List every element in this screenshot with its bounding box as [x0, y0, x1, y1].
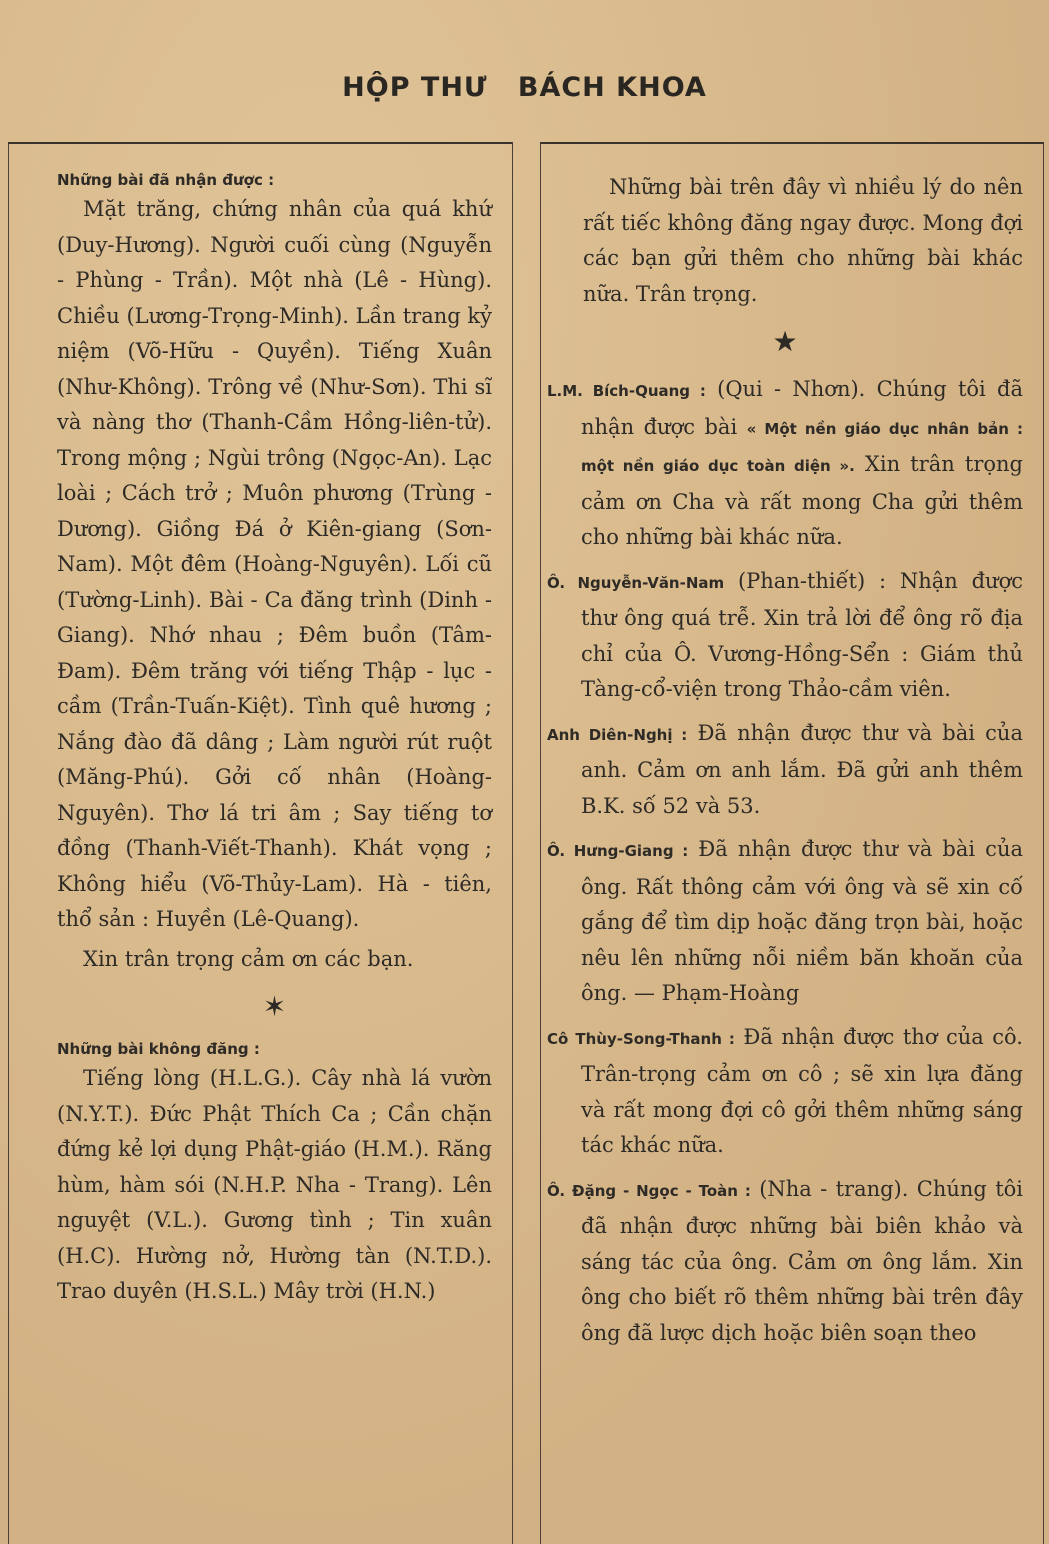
reply-entry [547, 1020, 1023, 1164]
reply-text: Xin trân trọng cảm ơn Cha và rất mong Cha gửi thêm cho những bài khác nữa. [581, 452, 1024, 549]
reply-text: (Nha - trang). Chúng tôi đã nhận được những bài biên khảo và sáng tác của ông. Cảm ơn ông lắm. Xin ông cho biết rõ thêm những bài trên đây ông đã lược dịch hoặc biên soạn theo [581, 1176, 1023, 1345]
recipient-name: L.M. Bích-Quang : [547, 382, 706, 400]
title-part-2: BÁCH KHOA [517, 72, 707, 103]
recipient-name: Ô. Đặng - Ngọc - Toàn : [547, 1181, 751, 1200]
recipient-name: Cô Thùy-Song-Thanh : [547, 1029, 735, 1048]
left-column [8, 142, 513, 1544]
intro-paragraph: Những bài trên đây vì nhiều lý do nên rất tiếc không đăng ngay được. Mong đợi các bạn gửi thêm cho những bài khác nữa. Trân trọng. [583, 175, 1024, 306]
reply-entry [547, 1172, 1023, 1352]
reply-text: Đã nhận được thư và bài của anh. Cảm ơn anh lắm. Đã gửi anh thêm B.K. số 52 và 53. [581, 720, 1023, 818]
received-list: Mặt trăng, chứng nhân của quá khứ (Duy-Hương). Người cuối cùng (Nguyễn - Phùng - Trần). Một nhà (Lê - Hùng). Chiều (Lương-Trọng-Minh). Lần trang kỷ niệm (Võ-Hữu - Quyền). Tiếng Xuân (Như-Không). Trông về (Như-Sơn). Thi sĩ và nàng thơ (Thanh-Cầm Hồng-liên-tử). Trong mộng ; Ngùi trông (Ngọc-An). Lạc loài ; Cách trở ; Muôn phương (Trùng - Dương). Giồng Đá ở Kiên-giang (Sơn-Nam). Một đêm (Hoàng-Nguyên). Lối cũ (Tường-Linh). Bài - Ca đăng trình (Dinh - Giang). Nhớ nhau ; Đêm buồn (Tâm-Đam). Đêm trăng với tiếng Thập - lục - cầm (Trần-Tuấn-Kiệt). Tình quê hương ; Nắng đào đã dâng ; Làm người rút ruột (Măng-Phú). Gởi cố nhân (Hoàng-Nguyên). Thơ lá tri âm ; Say tiếng tơ đồng (Thanh-Viết-Thanh). Khát vọng ; Không hiểu (Võ-Thủy-Lam). Hà - tiên, thổ sản : Huyền (Lê-Quang). [57, 197, 492, 931]
reply-text: Đã nhận được thơ của cô. Trân-trọng cảm ơn cô ; sẽ xin lựa đăng và rất mong đợi cô gởi thêm những sáng tác khác nữa. [581, 1024, 1023, 1157]
recipient-name: Ô. Hưng-Giang : [547, 842, 689, 860]
not-published-heading: Những bài không đăng : [57, 1040, 260, 1058]
reply-entry [547, 372, 1023, 556]
not-published-list: Tiếng lòng (H.L.G.). Cây nhà lá vườn (N.Y.T.). Đức Phật Thích Ca ; Cần chặn đứng kẻ lợi dụng Phật-giáo (H.M.). Răng hùm, hàm sói (N.H.P. Nha - Trang). Lên nguyệt (V.L.). Gương tình ; Tin xuân (H.C). Hường nở, Hường tàn (N.T.D.). Trao duyên (H.S.L.) Mây trời (H.N.) [57, 1066, 492, 1303]
reply-text: Đã nhận được thư và bài của ông. Rất thông cảm với ông và sẽ xin cố gắng để tìm dịp hoặc đăng trọn bài, hoặc nêu lên những nỗi niềm băn khoăn của ông. — Phạm-Hoàng [581, 837, 1023, 1005]
thanks-line: Xin trân trọng cảm ơn các bạn. [83, 946, 414, 971]
reply-entry [547, 716, 1023, 825]
title-part-1: HỘP THƯ [342, 72, 488, 103]
recipient-name: Ô. Nguyễn-Văn-Nam [547, 573, 725, 592]
recipient-name: Anh Diên-Nghị : [547, 725, 688, 744]
star-icon: ★ [772, 325, 798, 358]
reply-text: (Phan-thiết) : Nhận được thư ông quá trễ. Xin trả lời để ông rõ địa chỉ của Ô. Vương-Hồng-Sển : Giám thủ Tàng-cổ-viện trong Thảo-cầm viên. [581, 568, 1023, 701]
reply-entry [547, 564, 1023, 708]
reply-text: (Qui - Nhơn). Chúng tôi đã nhận được bài [581, 377, 1023, 439]
article-title: « Một nền giáo dục nhân bản : một nền giáo dục toàn diện ». [581, 419, 1023, 475]
reply-entry [547, 832, 1023, 1012]
right-column [540, 142, 1044, 1544]
received-heading: Những bài đã nhận được : [57, 171, 275, 189]
page-title [0, 72, 1049, 103]
star-icon: ✶ [262, 990, 287, 1023]
